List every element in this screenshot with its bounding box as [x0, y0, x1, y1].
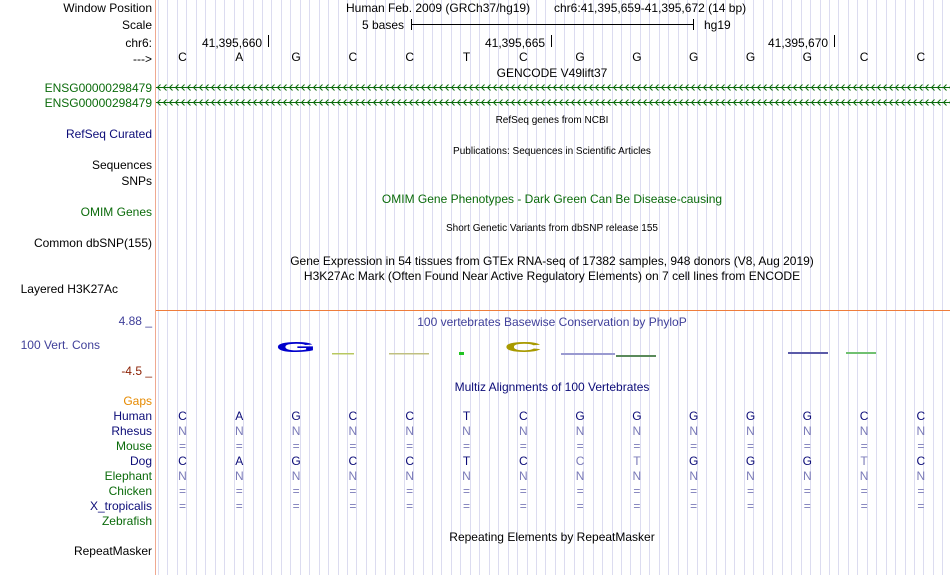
- alignment-base-x-tropicalis: =: [917, 499, 925, 513]
- alignment-base-mouse: =: [633, 439, 641, 453]
- alignment-base-rhesus: N: [178, 424, 187, 438]
- gtex-track-title: Gene Expression in 54 tissues from GTEx RNA-seq of 17382 samples, 948 donors (V8, Aug 2019): [290, 254, 814, 268]
- alignment-base-chicken: =: [746, 484, 754, 498]
- alignment-base-dog: C: [348, 454, 358, 468]
- alignment-base-human: G: [575, 409, 585, 423]
- alignment-base-dog: T: [462, 454, 471, 468]
- alignment-base-mouse: =: [746, 439, 754, 453]
- alignment-base-mouse: =: [576, 439, 584, 453]
- alignment-base-mouse: =: [860, 439, 868, 453]
- alignment-base-chicken: =: [178, 484, 186, 498]
- conservation-min-label: -4.5 _: [121, 364, 152, 378]
- alignment-base-dog: C: [575, 454, 585, 468]
- species-label-x-tropicalis: X_tropicalis: [89, 499, 152, 513]
- alignment-base-dog: C: [916, 454, 926, 468]
- sequences-track-label[interactable]: Sequences: [91, 158, 152, 172]
- ruler-base: C: [348, 50, 358, 64]
- alignment-base-human: G: [632, 409, 642, 423]
- refseq-track-title: RefSeq genes from NCBI: [495, 115, 609, 126]
- alignment-base-mouse: =: [406, 439, 414, 453]
- chrom-label: chr6:: [125, 36, 152, 50]
- alignment-base-x-tropicalis: =: [178, 499, 186, 513]
- gencode-track-label-1[interactable]: ENSG00000298479: [44, 81, 152, 95]
- alignment-base-x-tropicalis: =: [860, 499, 868, 513]
- alignment-base-dog: C: [405, 454, 415, 468]
- window-position: chr6:41,395,659-41,395,672 (14 bp): [554, 1, 747, 15]
- alignment-base-chicken: =: [690, 484, 698, 498]
- alignment-base-rhesus: N: [518, 424, 528, 438]
- publications-track-title: Publications: Sequences in Scientific Articles: [453, 146, 651, 157]
- coord-tick-3: [834, 35, 835, 47]
- alignment-base-chicken: =: [633, 484, 641, 498]
- common-dbsnp-track-label[interactable]: Common dbSNP(155): [33, 236, 152, 250]
- alignment-base-elephant: N: [859, 469, 869, 483]
- alignment-base-x-tropicalis: =: [235, 499, 243, 513]
- ruler-base: C: [518, 50, 528, 64]
- alignment-base-human: C: [178, 409, 187, 423]
- alignment-base-elephant: N: [575, 469, 585, 483]
- repeatmasker-track-label[interactable]: RepeatMasker: [73, 544, 152, 558]
- window-position-label: Window Position: [63, 1, 152, 15]
- alignment-base-mouse: =: [349, 439, 357, 453]
- alignment-base-dog: G: [291, 454, 301, 468]
- conservation-letter: G: [275, 338, 317, 356]
- gencode-transcript-1[interactable]: [156, 82, 950, 93]
- snps-track-label[interactable]: SNPs: [121, 174, 152, 188]
- alignment-base-rhesus: N: [575, 424, 585, 438]
- alignment-base-x-tropicalis: =: [406, 499, 414, 513]
- alignment-base-chicken: =: [803, 484, 811, 498]
- conservation-track-label[interactable]: 100 Vert. Cons: [20, 338, 100, 352]
- alignment-base-rhesus: N: [234, 424, 244, 438]
- alignment-base-chicken: =: [860, 484, 868, 498]
- species-label-mouse: Mouse: [115, 439, 152, 453]
- alignment-base-chicken: =: [576, 484, 584, 498]
- alignment-base-human: A: [235, 409, 244, 423]
- alignment-base-elephant: N: [518, 469, 528, 483]
- alignment-base-mouse: =: [917, 439, 925, 453]
- species-label-rhesus: Rhesus: [111, 424, 152, 438]
- alignment-base-rhesus: N: [348, 424, 358, 438]
- refseq-track-label[interactable]: RefSeq Curated: [65, 127, 152, 141]
- alignment-base-chicken: =: [519, 484, 527, 498]
- scale-bar: [411, 24, 694, 25]
- alignment-base-human: C: [518, 409, 528, 423]
- genome-browser-tracks[interactable]: [156, 0, 950, 575]
- gaps-label: Gaps: [123, 394, 152, 408]
- alignment-base-human: G: [745, 409, 756, 423]
- alignment-base-rhesus: N: [859, 424, 869, 438]
- alignment-base-chicken: =: [235, 484, 243, 498]
- ruler-base: A: [235, 50, 244, 64]
- gencode-track-label-2[interactable]: ENSG00000298479: [44, 96, 152, 110]
- coord-tick-1: [268, 35, 269, 47]
- alignment-base-mouse: =: [690, 439, 698, 453]
- gencode-transcript-2[interactable]: [156, 97, 950, 108]
- alignment-base-elephant: N: [348, 469, 358, 483]
- alignment-base-mouse: =: [292, 439, 300, 453]
- ruler-base: C: [405, 50, 415, 64]
- dbsnp-track-title: Short Genetic Variants from dbSNP release 155: [446, 223, 658, 234]
- strand-arrow-label: --->: [133, 52, 152, 66]
- alignment-base-elephant: N: [291, 469, 301, 483]
- alignment-base-chicken: =: [917, 484, 925, 498]
- ruler-base: G: [291, 50, 301, 64]
- alignment-base-elephant: N: [234, 469, 244, 483]
- gencode-track-title: GENCODE V49lift37: [496, 66, 608, 80]
- track-labels-panel: [0, 0, 155, 575]
- alignment-base-rhesus: N: [632, 424, 642, 438]
- ruler-base: G: [632, 50, 642, 64]
- ruler-base: G: [575, 50, 585, 64]
- conservation-letter: C: [504, 338, 543, 356]
- conservation-max-label: 4.88 _: [118, 314, 152, 328]
- species-label-chicken: Chicken: [108, 484, 152, 498]
- alignment-base-dog: C: [518, 454, 528, 468]
- alignment-base-dog: G: [689, 454, 699, 468]
- alignment-base-elephant: N: [462, 469, 471, 483]
- coord-label-3: 41,395,670: [768, 36, 829, 50]
- h3k27ac-track-title: H3K27Ac Mark (Often Found Near Active Regulatory Elements) on 7 cell lines from ENCODE: [303, 269, 801, 283]
- alignment-base-chicken: =: [406, 484, 414, 498]
- alignment-base-x-tropicalis: =: [349, 499, 357, 513]
- alignment-base-chicken: =: [292, 484, 300, 498]
- alignment-base-rhesus: N: [689, 424, 699, 438]
- alignment-base-x-tropicalis: =: [690, 499, 698, 513]
- alignment-base-dog: C: [178, 454, 187, 468]
- alignment-base-elephant: N: [632, 469, 642, 483]
- alignment-base-rhesus: N: [916, 424, 926, 438]
- ruler-base: C: [178, 50, 187, 64]
- omim-track-label[interactable]: OMIM Genes: [80, 205, 152, 219]
- alignment-base-human: G: [802, 409, 812, 423]
- alignment-base-dog: G: [745, 454, 756, 468]
- assembly-title: Human Feb. 2009 (GRCh37/hg19): [346, 1, 531, 15]
- alignment-base-rhesus: N: [291, 424, 301, 438]
- repeatmasker-track-title: Repeating Elements by RepeatMasker: [449, 530, 655, 544]
- alignment-base-chicken: =: [462, 484, 470, 498]
- species-label-zebrafish: Zebrafish: [101, 514, 152, 528]
- alignment-base-mouse: =: [519, 439, 527, 453]
- alignment-base-human: G: [689, 409, 699, 423]
- ruler-base: T: [462, 50, 471, 64]
- alignment-base-mouse: =: [803, 439, 811, 453]
- alignment-base-x-tropicalis: =: [576, 499, 584, 513]
- alignment-base-elephant: N: [405, 469, 415, 483]
- db-label: hg19: [704, 18, 731, 32]
- alignment-base-mouse: =: [178, 439, 186, 453]
- multiz-track-title: Multiz Alignments of 100 Vertebrates: [454, 380, 650, 394]
- phylop-track-title: 100 vertebrates Basewise Conservation by PhyloP: [417, 315, 687, 329]
- coord-label-2: 41,395,665: [485, 36, 546, 50]
- alignment-base-x-tropicalis: =: [633, 499, 641, 513]
- alignment-base-x-tropicalis: =: [519, 499, 527, 513]
- ruler-base: G: [745, 50, 756, 64]
- alignment-base-rhesus: N: [802, 424, 812, 438]
- alignment-base-rhesus: N: [746, 424, 755, 438]
- alignment-base-human: G: [291, 409, 301, 423]
- alignment-base-x-tropicalis: =: [746, 499, 754, 513]
- alignment-base-human: C: [859, 409, 869, 423]
- alignment-base-elephant: N: [178, 469, 187, 483]
- ruler-base: G: [802, 50, 812, 64]
- h3k27ac-baseline: [156, 310, 950, 311]
- conservation-plot[interactable]: [156, 330, 950, 370]
- alignment-base-mouse: =: [462, 439, 470, 453]
- coord-tick-2: [551, 35, 552, 47]
- alignment-base-human: C: [916, 409, 926, 423]
- alignment-base-dog: A: [235, 454, 244, 468]
- alignment-base-chicken: =: [349, 484, 357, 498]
- alignment-base-rhesus: N: [405, 424, 415, 438]
- coord-label-1: 41,395,660: [202, 36, 263, 50]
- alignment-base-elephant: N: [802, 469, 812, 483]
- alignment-base-elephant: N: [746, 469, 755, 483]
- ruler-base: C: [859, 50, 869, 64]
- omim-track-title: OMIM Gene Phenotypes - Dark Green Can Be Disease-causing: [381, 192, 723, 206]
- scale-bar-label: 5 bases: [362, 18, 405, 32]
- alignment-base-human: T: [462, 409, 471, 423]
- scale-label: Scale: [121, 18, 152, 32]
- species-label-human: Human: [113, 409, 152, 423]
- alignment-base-dog: T: [860, 454, 868, 468]
- alignment-base-elephant: N: [916, 469, 926, 483]
- layered-h3k27ac-track-label[interactable]: Layered H3K27Ac: [20, 282, 118, 296]
- alignment-base-x-tropicalis: =: [292, 499, 300, 513]
- ruler-base: C: [916, 50, 926, 64]
- alignment-base-elephant: N: [689, 469, 699, 483]
- alignment-base-human: C: [405, 409, 415, 423]
- alignment-base-mouse: =: [235, 439, 243, 453]
- species-label-elephant: Elephant: [104, 469, 152, 483]
- alignment-base-x-tropicalis: =: [462, 499, 470, 513]
- alignment-base-x-tropicalis: =: [803, 499, 811, 513]
- alignment-base-human: C: [348, 409, 358, 423]
- alignment-base-rhesus: N: [462, 424, 471, 438]
- species-label-dog: Dog: [129, 454, 152, 468]
- alignment-base-dog: T: [633, 454, 641, 468]
- alignment-base-dog: G: [802, 454, 812, 468]
- ruler-base: G: [689, 50, 699, 64]
